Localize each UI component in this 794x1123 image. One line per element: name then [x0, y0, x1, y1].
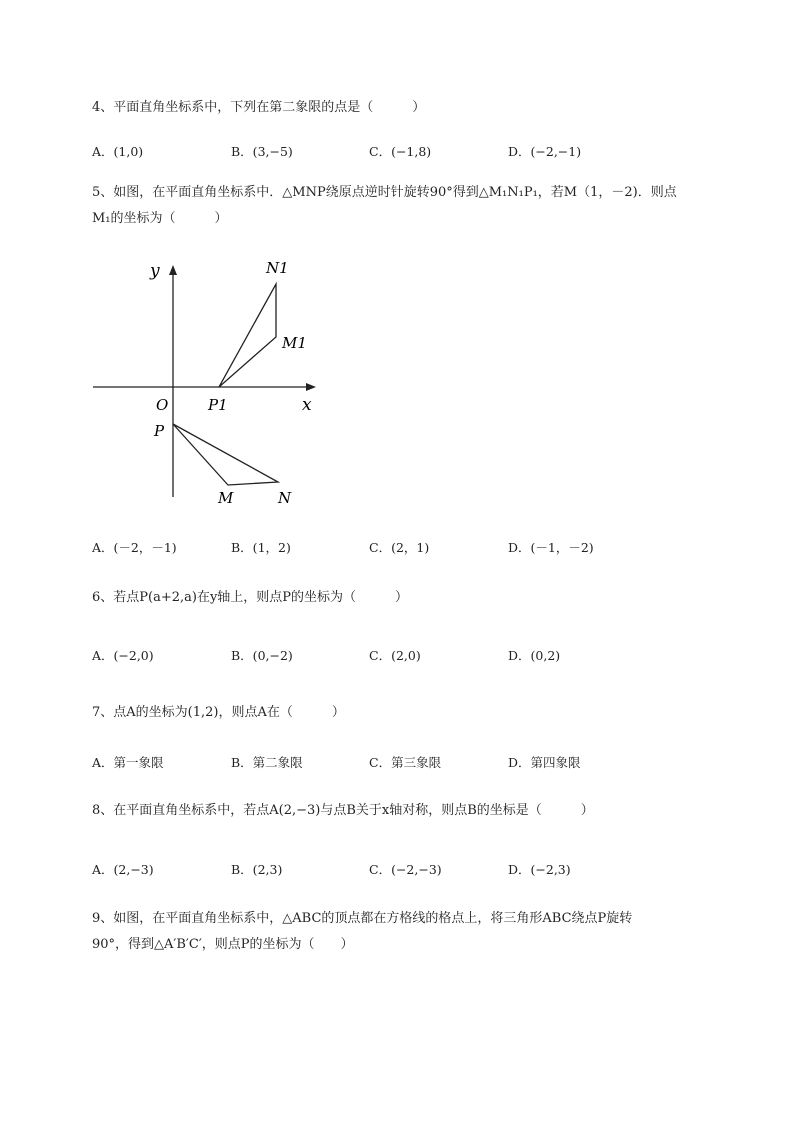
- y-axis-label: y: [150, 261, 160, 281]
- triangle-mnp: [173, 424, 278, 485]
- question-4-option-d: D．(−2,−1): [508, 144, 582, 159]
- point-m1-label: M1: [282, 334, 307, 352]
- x-axis-label: x: [302, 395, 312, 415]
- question-8-option-c: C．(−2,−3): [369, 862, 442, 877]
- question-5-option-a: A．(－2，－1): [92, 540, 177, 555]
- question-7-option-b: B．第二象限: [231, 755, 303, 770]
- question-8-option-a: A．(2,−3): [92, 862, 154, 877]
- question-4-option-c: C．(−1,8): [369, 144, 432, 159]
- question-4-option-b: B．(3,−5): [231, 144, 293, 159]
- point-n-label: N: [278, 489, 292, 507]
- question-8-option-d: D．(−2,3): [508, 862, 571, 877]
- question-5-option-c: C．(2，1): [369, 540, 430, 555]
- point-p-label: P: [154, 422, 165, 440]
- question-9-stem-line1: 9、如图，在平面直角坐标系中，△ABC的顶点都在方格线的格点上，将三角形ABC绕点P旋转: [92, 911, 633, 926]
- question-8-option-b: B．(2,3): [231, 862, 283, 877]
- question-7-option-c: C．第三象限: [369, 755, 442, 770]
- triangle-m1n1p1: [219, 284, 276, 387]
- point-p1-label: P1: [208, 396, 228, 414]
- question-6-option-d: D．(0,2): [508, 648, 561, 663]
- coordinate-axes: [93, 265, 316, 497]
- question-9-stem-line2: 90°，得到△A′B′C′，则点P的坐标为（ ）: [92, 937, 354, 952]
- question-5-option-b: B．(1，2): [231, 540, 291, 555]
- question-4-stem: 4、平面直角坐标系中，下列在第二象限的点是（ ）: [92, 100, 426, 115]
- question-6-option-b: B．(0,−2): [231, 648, 293, 663]
- question-5-option-d: D．(－1，－2): [508, 540, 594, 555]
- question-6-option-a: A．(−2,0): [92, 648, 154, 663]
- question-7-option-d: D．第四象限: [508, 755, 581, 770]
- question-5-stem-line1: 5、如图，在平面直角坐标系中．△MNP绕原点逆时针旋转90°得到△M₁N₁P₁，若M（1，－2)．则点: [92, 185, 677, 200]
- question-5-stem-line2: M₁的坐标为（ ）: [92, 211, 228, 226]
- point-n1-label: N1: [266, 259, 289, 277]
- question-8-stem: 8、在平面直角坐标系中，若点A(2,−3)与点B关于x轴对称，则点B的坐标是（ ）: [92, 803, 594, 818]
- question-7-option-a: A．第一象限: [92, 755, 164, 770]
- question-6-stem: 6、若点P(a+2,a)在y轴上，则点P的坐标为（ ）: [92, 590, 409, 605]
- question-6-option-c: C．(2,0): [369, 648, 421, 663]
- point-m-label: M: [218, 489, 234, 507]
- question-4-option-a: A．(1,0): [92, 144, 144, 159]
- origin-label: O: [156, 396, 169, 414]
- question-5-figure: [88, 252, 328, 514]
- question-7-stem: 7、点A的坐标为(1,2)，则点A在（ ）: [92, 705, 345, 720]
